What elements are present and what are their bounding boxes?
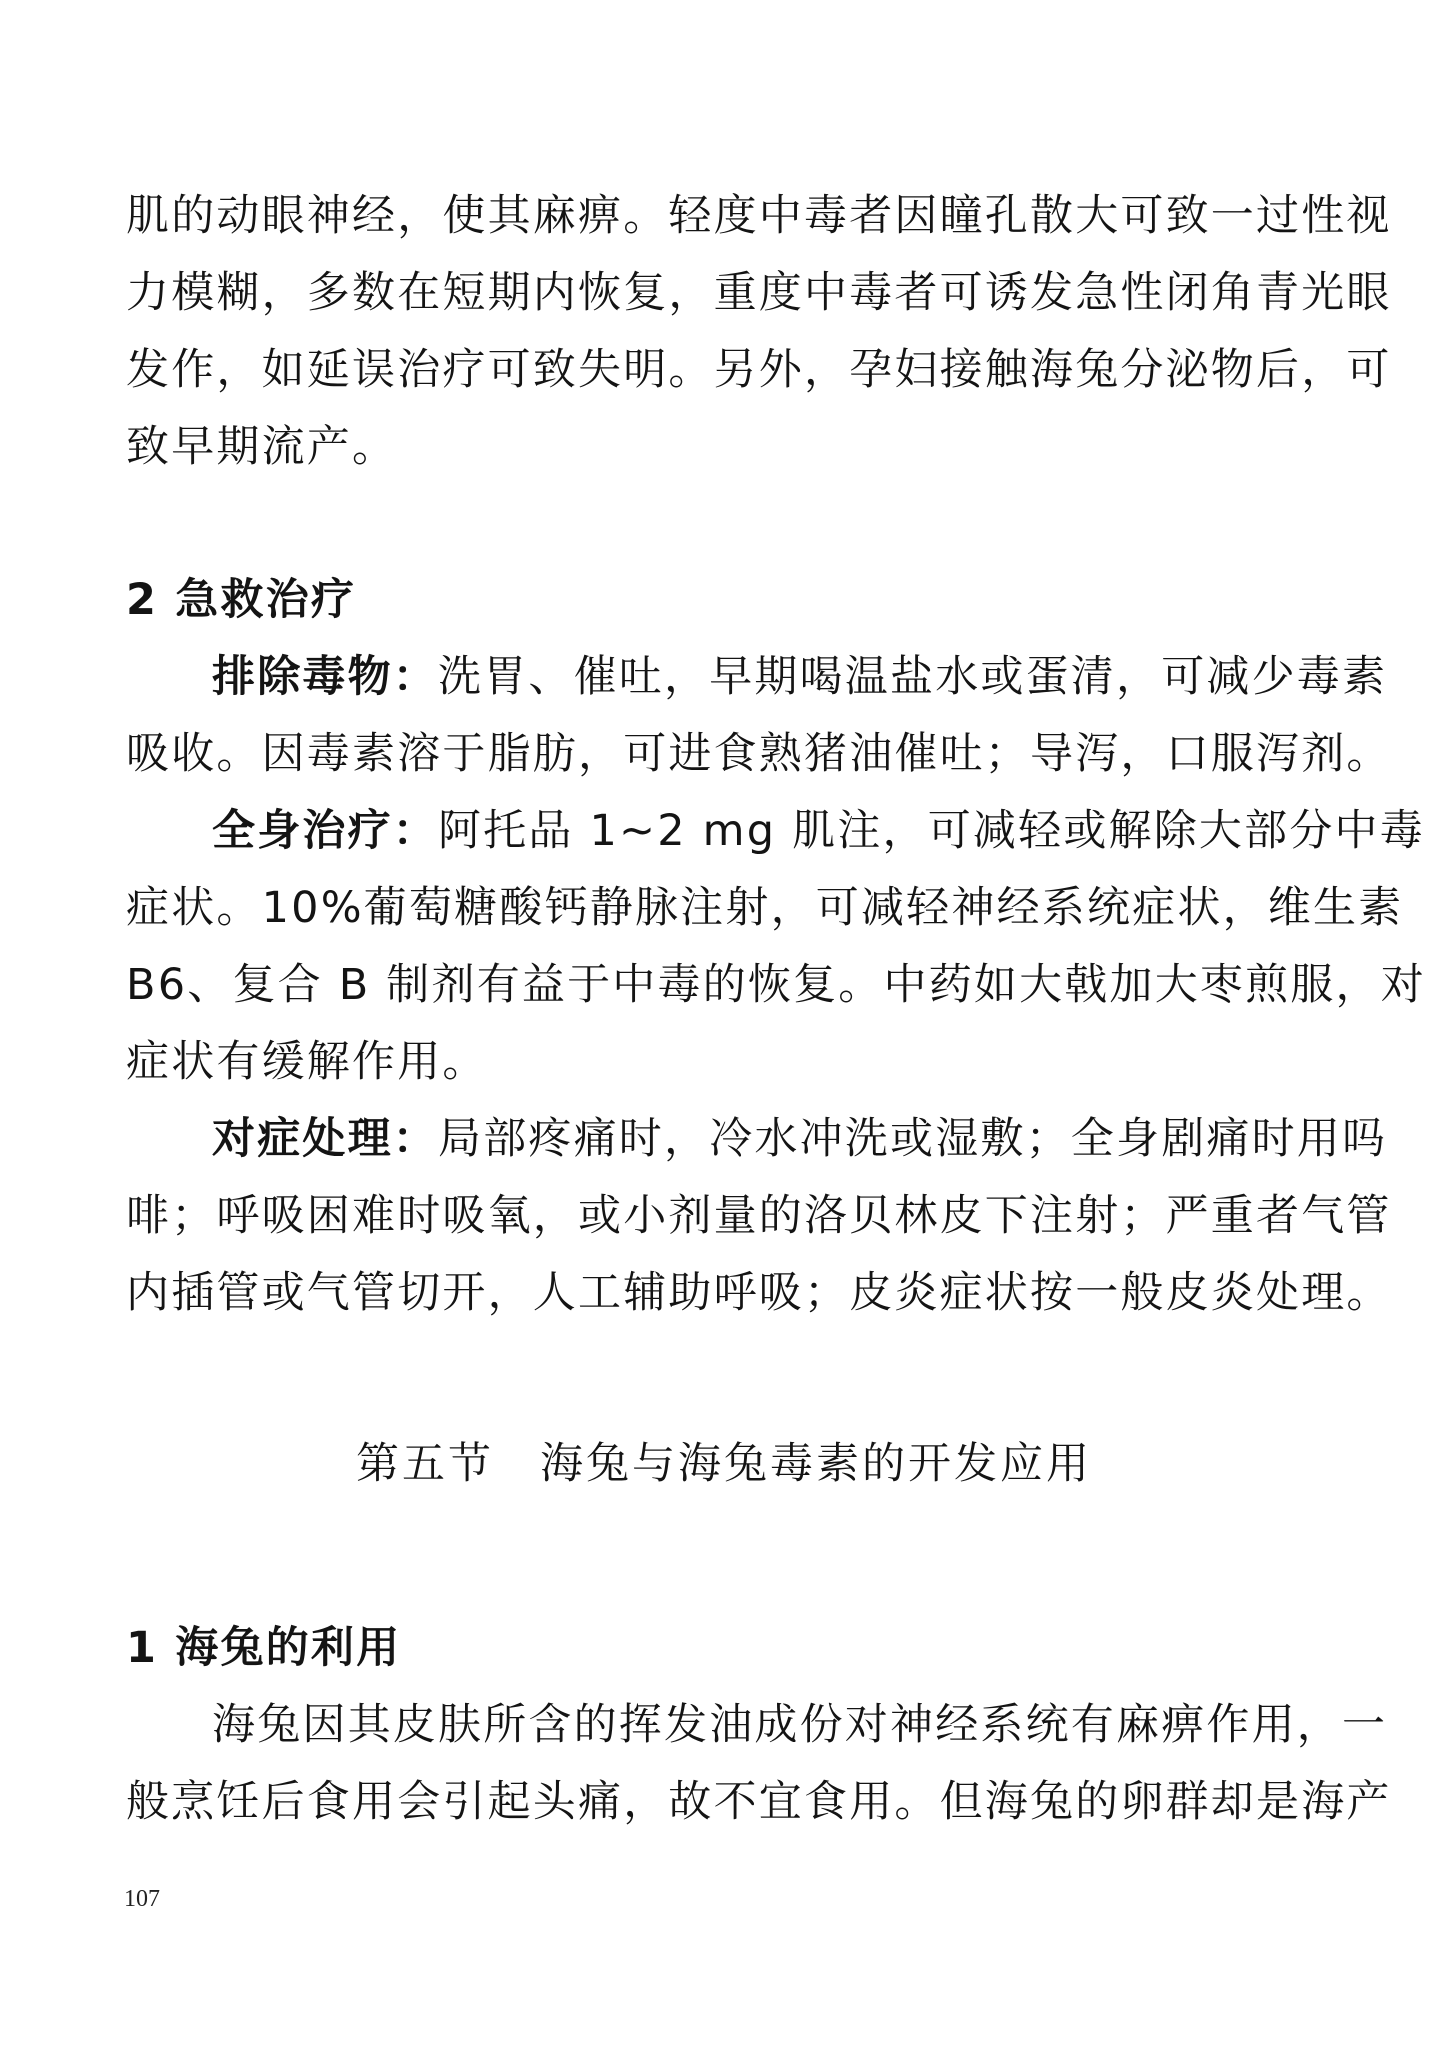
section-heading-utilization: 1 海兔的利用 xyxy=(126,1623,402,1673)
body-line xyxy=(212,1109,1388,1169)
body-line: B6、复合 B 制剂有益于中毒的恢复。中药如大戟加大枣煎服，对 xyxy=(126,960,1426,1010)
body-line: 内插管或气管切开，人工辅助呼吸；皮炎症状按一般皮炎处理。 xyxy=(126,1268,1392,1318)
body-line: 般烹饪后食用会引起头痛，故不宜食用。但海兔的卵群却是海产 xyxy=(126,1777,1392,1827)
section-title: 第五节 海兔与海兔毒素的开发应用 xyxy=(356,1439,1092,1489)
run-in-label: 对症处理： xyxy=(212,1114,438,1164)
body-line: 肌的动眼神经，使其麻痹。轻度中毒者因瞳孔散大可致一过性视 xyxy=(126,191,1392,241)
body-text: 阿托品 1~2 mg 肌注，可减轻或解除大部分中毒 xyxy=(438,806,1425,856)
body-line: 海兔因其皮肤所含的挥发油成份对神经系统有麻痹作用，一 xyxy=(212,1700,1388,1750)
body-line: 致早期流产。 xyxy=(126,422,398,472)
body-line: 发作，如延误治疗可致失明。另外，孕妇接触海兔分泌物后，可 xyxy=(126,345,1392,395)
body-line: 症状有缓解作用。 xyxy=(126,1037,488,1087)
body-text: 洗胃、催吐，早期喝温盐水或蛋清，可减少毒素 xyxy=(438,652,1388,702)
body-line: 力模糊，多数在短期内恢复，重度中毒者可诱发急性闭角青光眼 xyxy=(126,268,1392,318)
section-heading-emergency: 2 急救治疗 xyxy=(126,575,357,625)
page-number: 107 xyxy=(124,1886,160,1912)
run-in-label: 全身治疗： xyxy=(212,806,438,856)
run-in-label: 排除毒物： xyxy=(212,652,438,702)
body-line: 啡；呼吸困难时吸氧，或小剂量的洛贝林皮下注射；严重者气管 xyxy=(126,1191,1392,1241)
body-line xyxy=(212,647,1388,707)
body-line: 吸收。因毒素溶于脂肪，可进食熟猪油催吐；导泻，口服泻剂。 xyxy=(126,729,1392,779)
body-line xyxy=(212,801,1425,861)
body-text: 局部疼痛时，冷水冲洗或湿敷；全身剧痛时用吗 xyxy=(438,1114,1388,1164)
body-line: 症状。10%葡萄糖酸钙静脉注射，可减轻神经系统症状，维生素 xyxy=(126,883,1404,933)
